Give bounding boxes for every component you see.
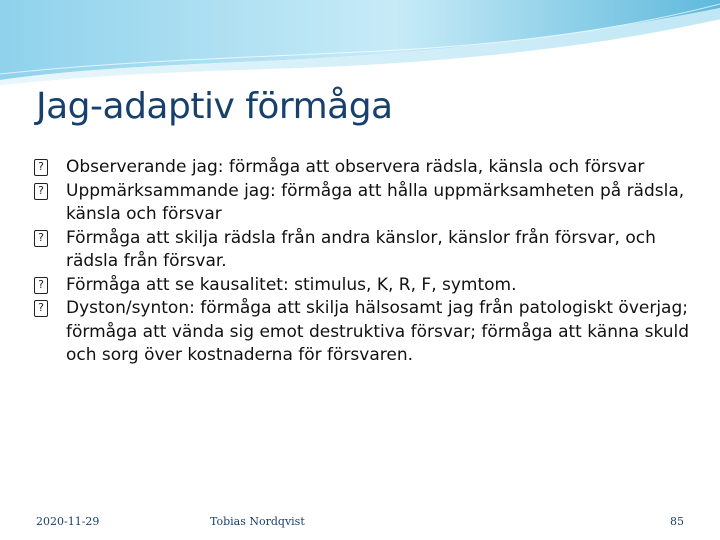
bullet-list: [34, 156, 694, 368]
bullet-text: Förmåga att skilja rädsla från andra känslor, känslor från försvar, och rädsla från försvar.: [66, 227, 656, 271]
unknown-glyph-icon: ?: [34, 159, 48, 176]
bullet-item: [34, 156, 694, 180]
bullet-text: Uppmärksammande jag: förmåga att hålla uppmärksamheten på rädsla, känsla och försvar: [66, 180, 685, 224]
footer-date: 2020-11-29: [36, 515, 100, 528]
bullet-item: [34, 274, 694, 298]
bullet-item: [34, 180, 694, 227]
page-number: 85: [670, 515, 684, 528]
bullet-text: Dyston/synton: förmåga att skilja hälsosamt jag från patologiskt överjag; förmåga att vända sig emot destruktiva försvar; förmåga att känna skuld och sorg över kostnaderna för försvaren.: [66, 298, 690, 365]
bullet-text: Observerande jag: förmåga att observera rädsla, känsla och försvar: [66, 157, 645, 177]
bullet-text: Förmåga att se kausalitet: stimulus, K, R, F, symtom.: [66, 274, 517, 295]
header-wave-decoration: [0, 0, 720, 90]
unknown-glyph-icon: ?: [34, 183, 48, 200]
slide-title: Jag-adaptiv förmåga: [36, 86, 393, 127]
bullet-item: [34, 297, 694, 368]
footer-author: Tobias Nordqvist: [210, 515, 305, 528]
unknown-glyph-icon: ?: [34, 300, 48, 317]
unknown-glyph-icon: ?: [34, 230, 48, 247]
bullet-item: [34, 227, 694, 274]
unknown-glyph-icon: ?: [34, 277, 48, 294]
